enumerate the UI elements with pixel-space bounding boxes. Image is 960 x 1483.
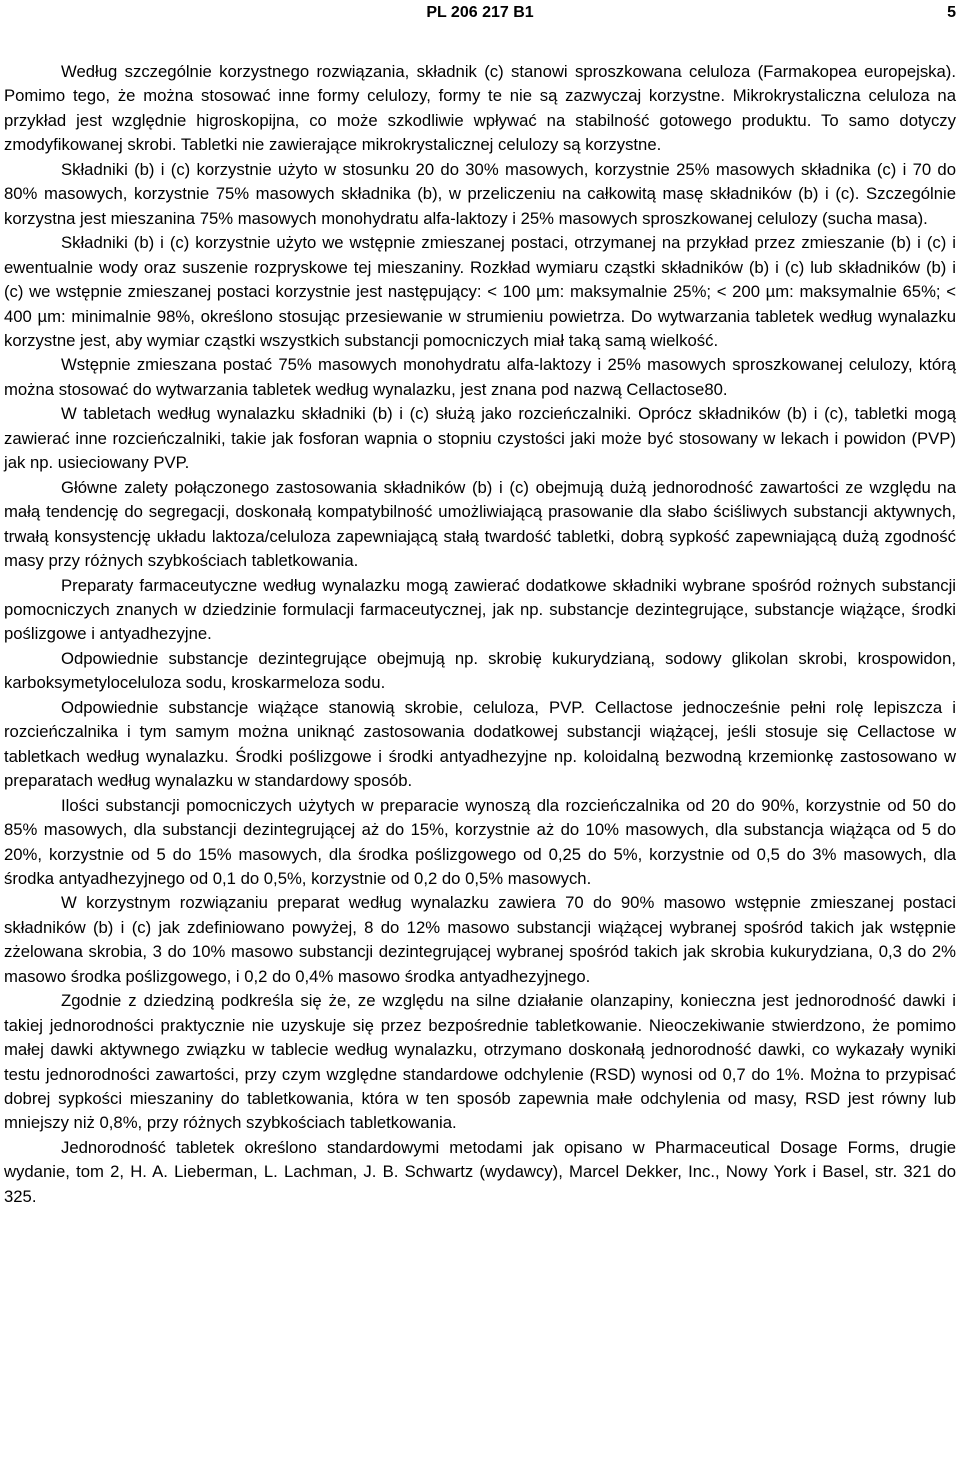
paragraph: Jednorodność tabletek określono standardowymi metodami jak opisano w Pharmaceutical Dosage Forms, drugie wydanie, tom 2, H. A. Lieberman, L. Lachman, J. B. Schwartz (wydawcy), Marcel Dekker, Inc., Nowy York i Basel, str. 321 do 325.	[4, 1137, 956, 1206]
paragraph: Odpowiednie substancje dezintegrujące obejmują np. skrobię kukurydzianą, sodowy glikolan skrobi, krospowidon, karboksymetyloceluloza sodu, kroskarmeloza sodu.	[4, 648, 956, 693]
page-number: 5	[947, 4, 956, 21]
paragraph: Główne zalety połączonego zastosowania składników (b) i (c) obejmują dużą jednorodność zawartości ze względu na małą tendencję do segregacji, doskonałą kompatybilność umożliwiającą prasowanie dla słabo ściśliwych substancji aktywnych, trwałą konsystencję układu laktoza/celuloza zapewniającą stałą twardość tabletki, dobrą sypkość zapewniającą dużą zgodność masy przy różnych szybkościach tabletkowania.	[4, 477, 956, 571]
paragraph: Składniki (b) i (c) korzystnie użyto we wstępnie zmieszanej postaci, otrzymanej na przykład przez zmieszanie (b) i (c) i ewentualnie wody oraz suszenie rozpryskowe tej mieszaniny. Rozkład wymiaru cząstki składników (b) i (c) lub składników (b) i (c) we wstępnie zmieszanej postaci korzystnie jest następujący: < 100 µm: maksymalnie 25%; < 200 µm: maksymalnie 65%; < 400 µm: minimalnie 98%, określono stosując przesiewanie w strumieniu powietrza. Do wytwarzania tabletek według wynalazku korzystne jest, aby wymiar cząstki wszystkich substancji pomocniczych miał taką samą wielkość.	[4, 233, 956, 350]
paragraph: Składniki (b) i (c) korzystnie użyto w stosunku 20 do 30% masowych, korzystnie 25% masowych składnika (c) i 70 do 80% masowych, korzystnie 75% masowych składnika (b), w przeliczeniu na całkowitą masę składników (b) i (c). Szczególnie korzystna jest mieszanina 75% masowych monohydratu alfa-laktozy i 25% masowych sproszkowanej celulozy (sucha masa).	[4, 159, 956, 228]
paragraph: Odpowiednie substancje wiążące stanowią skrobie, celuloza, PVP. Cellactose jednocześnie pełni rolę lepiszcza i rozcieńczalnika i tym samym można uniknąć zastosowania dodatkowej substancji wiążącej, jeśli stosuje się Cellactose w tabletkach według wynalazku. Środki poślizgowe i środki antyadhezyjne np. koloidalną bezwodną krzemionkę zastosowano w preparatach według wynalazku w standardowy sposób.	[4, 697, 956, 791]
paragraph: Wstępnie zmieszana postać 75% masowych monohydratu alfa-laktozy i 25% masowych sproszkowanej celulozy, którą można stosować do wytwarzania tabletek według wynalazku, jest znana pod nazwą Cellactose80.	[4, 355, 956, 399]
paragraph: Zgodnie z dziedziną podkreśla się że, ze względu na silne działanie olanzapiny, konieczna jest jednorodność dawki i takiej jednorodności praktycznie nie uzyskuje się przez bezpośrednie tabletkowanie. Nieoczekiwanie stwierdzono, że pomimo małej dawki aktywnego związku w tablecie według wynalazku, otrzymano doskonałą jednorodność dawki, co wykazały wyniki testu jednorodności zawartości, przy czym względne standardowe odchylenie (RSD) wynosi od 0,7 do 1%. Można to przypisać dobrej sypkości mieszaniny do tabletkowania, która w ten sposób zapewnia małe odchylenia od masy, RSD jest równy lub mniejszy niż 0,8%, przy różnych szybkościach tabletkowania.	[4, 991, 956, 1133]
paragraph: W korzystnym rozwiązaniu preparat według wynalazku zawiera 70 do 90% masowo wstępnie zmieszanej postaci składników (b) i (c) jak zdefiniowano powyżej, 8 do 12% masowo substancji wiążącej wybranej spośród takich jak wstępnie zżelowana skrobia, 3 do 10% masowo substancji dezintegrującej wybranej spośród takich jak skrobia kukurydziana, 0,3 do 2% masowo środka poślizgowego, i 0,2 do 0,4% masowo środka antyadhezyjnego.	[4, 893, 956, 986]
paragraph: Według szczególnie korzystnego rozwiązania, składnik (c) stanowi sproszkowana celuloza (Farmakopea europejska). Pomimo tego, że można stosować inne formy celulozy, formy te nie są zazwyczaj korzystne. Mikrokrystaliczna celuloza na przykład jest względnie higroskopijna, co może szkodliwie wpływać na stabilność gotowego produktu. To samo dotyczy zmodyfikowanej skrobi. Tabletki nie zawierające mikrokrystalicznej celulozy są korzystne.	[4, 62, 956, 155]
document-body	[4, 60, 956, 1209]
patent-number: PL 206 217 B1	[426, 4, 534, 21]
paragraph: Ilości substancji pomocniczych użytych w preparacie wynoszą dla rozcieńczalnika od 20 do 90%, korzystnie od 50 do 85% masowych, dla substancji dezintegrującej aż do 15%, korzystnie aż do 10% masowych, dla substancja wiążąca od 5 do 20%, korzystnie od 5 do 15% masowych, dla środka poślizgowego od 0,25 do 5%, korzystnie od 0,5 do 3% masowych, dla środka antyadhezyjnego od 0,1 do 0,5%, korzystnie od 0,2 do 0,5% masowych.	[4, 795, 956, 888]
page-header	[0, 3, 960, 25]
paragraph: W tabletach według wynalazku składniki (b) i (c) służą jako rozcieńczalniki. Oprócz składników (b) i (c), tabletki mogą zawierać inne rozcieńczalniki, takie jak fosforan wapnia o stopniu czystości jaki może być stosowany w lekach i powidon (PVP) jak np. usieciowany PVP.	[4, 404, 956, 473]
paragraph: Preparaty farmaceutyczne według wynalazku mogą zawierać dodatkowe składniki wybrane spośród rożnych substancji pomocniczych znanych w dziedzinie formulacji farmaceutycznej, jak np. substancje dezintegrujące, substancje wiążące, środki poślizgowe i antyadhezyjne.	[4, 575, 956, 644]
